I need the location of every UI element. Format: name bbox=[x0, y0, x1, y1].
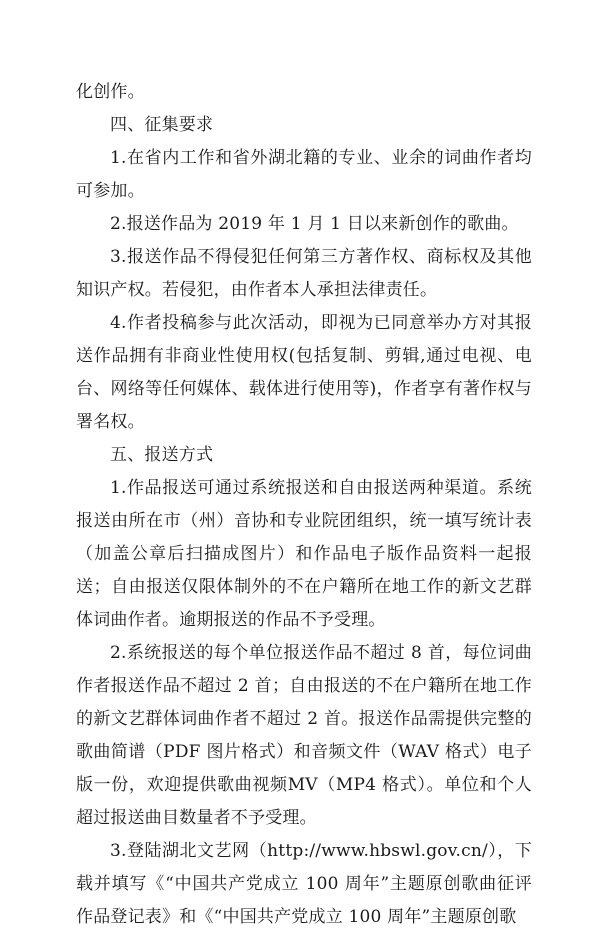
section4-item-1-text: 1.在省内工作和省外湖北籍的专业、业余的词曲作者均可参加。 bbox=[76, 148, 532, 201]
section5-item-2-text: 2.系统报送的每个单位报送作品不超过 8 首，每位词曲作者报送作品不超过 2 首；自由报送的不在户籍所在地工作的新文艺群体词曲作者不超过 2 首。报送作品需提供完整的歌曲简谱（PDF 图片格式）和音频文件（WAV 格式）电子版一份，欢迎提供歌曲视频MV（MP4 格式）。单位和个人超过报送曲目数量者不予受理。 bbox=[76, 643, 532, 828]
section4-item-3-text: 3.报送作品不得侵犯任何第三方著作权、商标权及其他知识产权。若侵犯，由作者本人承担法律责任。 bbox=[76, 247, 532, 300]
section4-item-4 bbox=[76, 307, 532, 439]
section4-item-1 bbox=[76, 142, 532, 208]
continuation-text bbox=[76, 76, 532, 109]
section5-item-2 bbox=[76, 637, 532, 835]
section5-item-1-text: 1.作品报送可通过系统报送和自由报送两种渠道。系统报送由所在市（州）音协和专业院团组织，统一填写统计表（加盖公章后扫描成图片）和作品电子版作品资料一起报送；自由报送仅限体制外的不在户籍所在地工作的新文艺群体词曲作者。逾期报送的作品不予受理。 bbox=[76, 478, 532, 630]
section4-item-2-text: 2.报送作品为 2019 年 1 月 1 日以来新创作的歌曲。 bbox=[110, 214, 519, 234]
section4-item-3 bbox=[76, 241, 532, 307]
continuation-text-content: 化创作。 bbox=[76, 82, 145, 102]
section5-heading bbox=[76, 439, 532, 472]
section4-heading bbox=[76, 109, 532, 142]
section4-item-2 bbox=[76, 208, 532, 241]
section5-item-3-text: 3.登陆湖北文艺网（http://www.hbswl.gov.cn/），下载并填写《“中国共产党成立 100 周年”主题原创歌曲征评作品登记表》和《“中国共产党成立 100 周年”主题原创歌 bbox=[76, 841, 532, 927]
section4-heading-text: 四、征集要求 bbox=[110, 115, 214, 135]
section5-item-3 bbox=[76, 835, 532, 934]
section4-item-4-text: 4.作者投稿参与此次活动，即视为已同意举办方对其报送作品拥有非商业性使用权(包括复制、剪辑,通过电视、电台、网络等任何媒体、载体进行使用等)，作者享有著作权与署名权。 bbox=[76, 313, 532, 432]
section5-item-1 bbox=[76, 472, 532, 637]
section5-heading-text: 五、报送方式 bbox=[110, 445, 214, 465]
document-body bbox=[76, 76, 532, 934]
